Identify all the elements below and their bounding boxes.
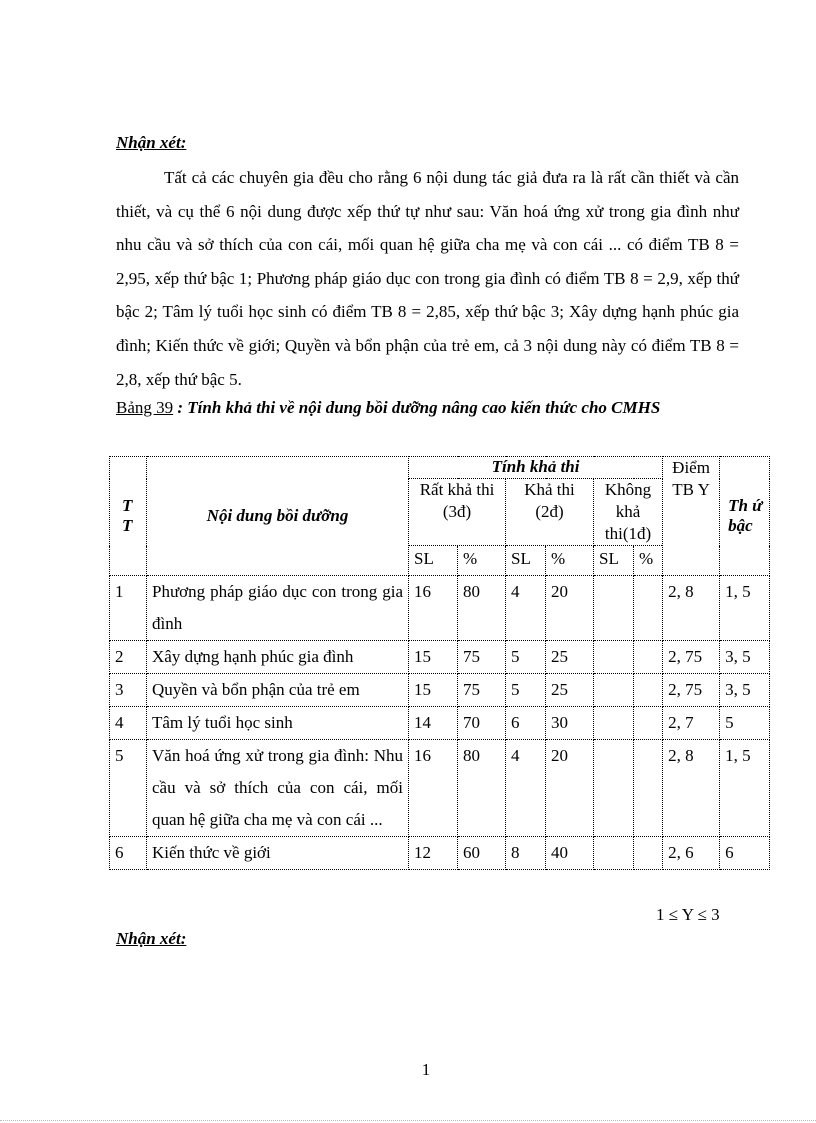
- header-sl-not: SL: [594, 546, 634, 576]
- cell-pct-very: 80: [458, 740, 506, 837]
- cell-pct-not: [634, 641, 663, 674]
- remarks-paragraph: [116, 161, 739, 396]
- cell-rank: 1, 5: [720, 576, 770, 641]
- cell-content: Quyền và bổn phận của trẻ em: [147, 674, 409, 707]
- cell-tt: 6: [110, 837, 147, 870]
- header-content: Nội dung bồi dưỡng: [147, 457, 409, 576]
- cell-sl-feasible: 5: [506, 641, 546, 674]
- cell-sl-not: [594, 740, 634, 837]
- page-number: 1: [421, 1060, 431, 1079]
- header-pct-not: %: [634, 546, 663, 576]
- cell-score: 2, 7: [663, 707, 720, 740]
- header-sl-very: SL: [409, 546, 458, 576]
- cell-content: Phương pháp giáo dục con trong gia đình: [147, 576, 409, 641]
- header-pct-very: %: [458, 546, 506, 576]
- cell-pct-feasible: 20: [546, 740, 594, 837]
- cell-rank: 3, 5: [720, 641, 770, 674]
- header-tt: T T: [110, 457, 147, 576]
- cell-content: Tâm lý tuổi học sinh: [147, 707, 409, 740]
- page-bottom-rule: [0, 1120, 816, 1121]
- cell-pct-not: [634, 576, 663, 641]
- cell-sl-not: [594, 576, 634, 641]
- header-rank: Th ứ bậc: [720, 457, 770, 576]
- cell-sl-very: 12: [409, 837, 458, 870]
- cell-sl-very: 15: [409, 641, 458, 674]
- header-pct-feasible: %: [546, 546, 594, 576]
- cell-pct-not: [634, 837, 663, 870]
- cell-pct-feasible: 40: [546, 837, 594, 870]
- cell-pct-not: [634, 674, 663, 707]
- cell-rank: 6: [720, 837, 770, 870]
- score-range-note: 1 ≤ Y ≤ 3: [656, 905, 720, 924]
- cell-tt: 1: [110, 576, 147, 641]
- cell-pct-feasible: 20: [546, 576, 594, 641]
- cell-sl-not: [594, 674, 634, 707]
- cell-score: 2, 75: [663, 641, 720, 674]
- feasibility-table: [109, 456, 770, 870]
- cell-pct-not: [634, 740, 663, 837]
- remarks-paragraph-text: Tất cả các chuyên gia đều cho rằng 6 nội dung tác giả đưa ra là rất cần thiết và cần thiết, và cụ thể 6 nội dung được xếp thứ tự như sau: Văn hoá ứng xử trong gia đình như nhu cầu và sở thích của con cái, mối quan hệ giữa cha mẹ và con cái ... có điểm TB 8 = 2,95, xếp thứ bậc 1; Phương pháp giáo dục con trong gia đình có điểm TB 8 = 2,9, xếp thứ bậc 2; Tâm lý tuổi học sinh có điểm TB 8 = 2,85, xếp thứ bậc 3; Xây dựng hạnh phúc gia đình; Kiến thức về giới; Quyền và bổn phận của trẻ em, cả 3 nội dung này có điểm TB 8 = 2,8, xếp thứ bậc 5.: [116, 168, 739, 389]
- cell-sl-very: 14: [409, 707, 458, 740]
- header-feasible: Khả thi (2đ): [506, 479, 594, 546]
- table-row: [110, 641, 770, 674]
- cell-sl-not: [594, 641, 634, 674]
- cell-tt: 2: [110, 641, 147, 674]
- cell-rank: 3, 5: [720, 674, 770, 707]
- section-heading-remarks: Nhận xét:: [116, 133, 187, 152]
- section-heading-remarks-2: Nhận xét:: [116, 929, 187, 948]
- cell-tt: 5: [110, 740, 147, 837]
- cell-sl-feasible: 4: [506, 576, 546, 641]
- cell-sl-feasible: 8: [506, 837, 546, 870]
- table-row: [110, 837, 770, 870]
- table-row: [110, 707, 770, 740]
- cell-sl-very: 15: [409, 674, 458, 707]
- cell-sl-feasible: 6: [506, 707, 546, 740]
- cell-pct-very: 75: [458, 674, 506, 707]
- cell-pct-very: 75: [458, 641, 506, 674]
- cell-sl-feasible: 4: [506, 740, 546, 837]
- header-sl-feasible: SL: [506, 546, 546, 576]
- cell-score: 2, 6: [663, 837, 720, 870]
- header-feasibility: Tính khả thi: [409, 457, 663, 479]
- cell-sl-very: 16: [409, 740, 458, 837]
- cell-sl-feasible: 5: [506, 674, 546, 707]
- cell-pct-very: 60: [458, 837, 506, 870]
- cell-pct-very: 80: [458, 576, 506, 641]
- table-caption-label: Bảng 39: [116, 398, 174, 417]
- cell-content: Kiến thức về giới: [147, 837, 409, 870]
- header-very-feasible: Rất khả thi (3đ): [409, 479, 506, 546]
- table-row: [110, 674, 770, 707]
- cell-content: Xây dựng hạnh phúc gia đình: [147, 641, 409, 674]
- table-caption-title: : Tính khả thi về nội dung bồi dưỡng nâng cao kiến thức cho CMHS: [173, 398, 661, 417]
- cell-score: 2, 75: [663, 674, 720, 707]
- cell-pct-feasible: 25: [546, 674, 594, 707]
- cell-tt: 3: [110, 674, 147, 707]
- cell-pct-very: 70: [458, 707, 506, 740]
- cell-tt: 4: [110, 707, 147, 740]
- table-caption: [116, 397, 739, 419]
- header-score: Điểm TB Y: [663, 457, 720, 576]
- cell-score: 2, 8: [663, 740, 720, 837]
- table-row: [110, 740, 770, 837]
- header-not-feasible: Không khả thi(1đ): [594, 479, 663, 546]
- cell-pct-feasible: 30: [546, 707, 594, 740]
- cell-pct-feasible: 25: [546, 641, 594, 674]
- cell-sl-not: [594, 837, 634, 870]
- cell-score: 2, 8: [663, 576, 720, 641]
- cell-sl-not: [594, 707, 634, 740]
- cell-pct-not: [634, 707, 663, 740]
- cell-content: Văn hoá ứng xử trong gia đình: Nhu cầu và sở thích của con cái, mối quan hệ giữa cha mẹ và con cái ...: [147, 740, 409, 837]
- cell-sl-very: 16: [409, 576, 458, 641]
- table-row: [110, 576, 770, 641]
- cell-rank: 5: [720, 707, 770, 740]
- cell-rank: 1, 5: [720, 740, 770, 837]
